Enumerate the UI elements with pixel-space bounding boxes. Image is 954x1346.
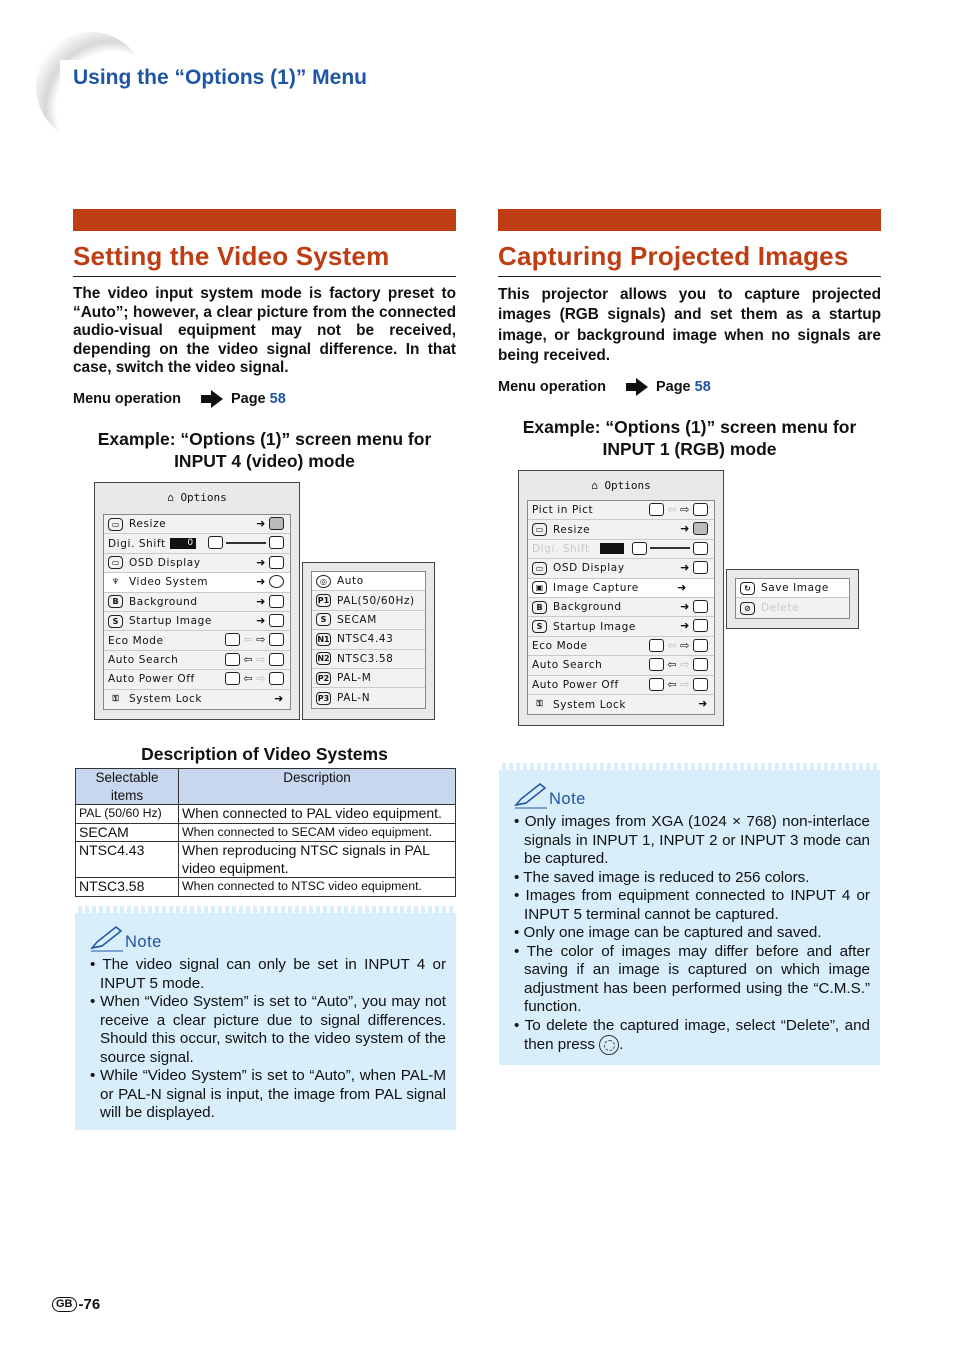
submenu-item-auto[interactable]: ◎ Auto: [312, 572, 425, 591]
right-column: [498, 209, 881, 460]
image-capture-submenu: [726, 569, 859, 629]
osd-options-menu-video: [94, 482, 300, 720]
section-title-capturing: Capturing Projected Images: [498, 241, 881, 277]
table-row: SECAM When connected to SECAM video equipment.: [76, 823, 456, 842]
note-item: • Only images from XGA (1024 × 768) non-interlace signals in INPUT 1, INPUT 2 or INPUT 3 mode can be captured.: [513, 813, 870, 869]
menu-item-background[interactable]: B Background ➜: [528, 598, 714, 617]
options-icon: ⌂: [591, 479, 605, 492]
menu-item-system-lock[interactable]: ⚿ System Lock ➜: [104, 690, 290, 709]
note-heading: Note: [513, 781, 870, 809]
osd-options-menu-rgb: [518, 470, 724, 726]
page-label: Page: [655, 379, 691, 396]
menu-item-eco-mode[interactable]: Eco Mode ⇦ ⇨: [104, 631, 290, 650]
startup-icon: S: [108, 615, 123, 628]
example-caption: Example: “Options (1)” screen menu for INPUT 1 (RGB) mode: [522, 417, 857, 460]
startup-icon: S: [532, 620, 547, 633]
save-icon: ↻: [740, 582, 755, 595]
submenu-item-pal-m[interactable]: P2 PAL-M: [312, 669, 425, 688]
display-icon: ▭: [108, 556, 123, 569]
submenu-item-secam[interactable]: S SECAM: [312, 611, 425, 630]
submenu-item-delete: ⊘ Delete: [736, 598, 849, 617]
auto-icon: ◎: [316, 575, 331, 588]
menu-item-digi-shift: Digi. Shift: [528, 540, 714, 559]
display-icon: ▭: [532, 562, 547, 575]
example-caption: Example: “Options (1)” screen menu for INPUT 4 (video) mode: [97, 428, 432, 471]
lock-icon: ⚿: [536, 699, 543, 709]
video-systems-table: [75, 768, 456, 897]
page-number: -76: [78, 1296, 101, 1313]
submenu-item-pal-n[interactable]: P3 PAL-N: [317, 692, 371, 705]
options-icon: ⌂: [167, 491, 181, 504]
note-item: • While “Video System” is set to “Auto”, when PAL-M or PAL-N signal is input, the image from PAL signal will be displayed.: [89, 1067, 446, 1123]
table-header: Selectable items: [76, 769, 179, 805]
capture-icon: ▣: [532, 581, 547, 594]
osd-menu-title: ⌂ Options: [167, 491, 227, 504]
note-box-right: [499, 763, 880, 1065]
note-item: • When “Video System” is set to “Auto”, you may not receive a clear picture due to signal differences. Should this occur, switch to the video system of the source signal.: [89, 993, 446, 1067]
video-system-submenu: [302, 562, 435, 720]
section-title-video-system: Setting the Video System: [73, 241, 456, 277]
page-link[interactable]: 58: [694, 379, 711, 396]
antenna-icon: ♆: [111, 576, 120, 586]
note-item: • Images from equipment connected to INPUT 4 or INPUT 5 terminal cannot be captured.: [513, 887, 870, 924]
menu-operation-ref: [73, 390, 456, 408]
lock-icon: ⚿: [112, 693, 119, 703]
menu-item-osd-display[interactable]: ▭ OSD Display ➜: [104, 554, 290, 573]
menu-item-background[interactable]: B Background ➜: [104, 593, 290, 612]
menu-operation-label: Menu operation: [73, 390, 181, 407]
delete-icon: ⊘: [740, 602, 755, 615]
note-item: • To delete the captured image, select “Delete”, and then press .: [513, 1017, 870, 1056]
page-label: Page: [230, 390, 266, 407]
menu-item-osd-display[interactable]: ▭ OSD Display ➜: [528, 559, 714, 578]
note-item: • The video signal can only be set in INPUT 4 or INPUT 5 mode.: [89, 956, 446, 993]
osd-menu-title: ⌂ Options: [591, 479, 651, 492]
section-bar: [73, 209, 456, 231]
menu-operation-label: Menu operation: [498, 379, 606, 396]
pencil-note-icon: [89, 924, 125, 952]
table-row: NTSC4.43 When reproducing NTSC signals in PAL video equipment.: [76, 842, 456, 878]
menu-item-video-system[interactable]: ♆ Video System ➜: [104, 573, 290, 592]
resize-icon: ▭: [532, 523, 547, 536]
note-box-left: [75, 906, 456, 1130]
note-item: • Only one image can be captured and saved.: [513, 924, 870, 943]
arrow-right-icon: [636, 378, 648, 396]
menu-item-startup-image[interactable]: S Startup Image ➜: [104, 612, 290, 631]
section-bar: [498, 209, 881, 231]
note-heading: Note: [89, 924, 446, 952]
menu-item-auto-search[interactable]: Auto Search ⇦ ⇨: [104, 651, 290, 670]
menu-item-image-capture[interactable]: ▣ Image Capture ➜: [528, 579, 714, 598]
menu-item-auto-power-off[interactable]: Auto Power Off ⇦ ⇨: [528, 676, 714, 695]
note-item: • The color of images may differ before and after saving if an image is captured on which image adjustment has been performed using the “C.M.S.” function.: [513, 943, 870, 1017]
running-head: Using the “Options (1)” Menu: [73, 66, 367, 89]
background-icon: B: [108, 595, 123, 608]
note-item: • The saved image is reduced to 256 colors.: [513, 869, 870, 888]
submenu-item-save-image[interactable]: ↻ Save Image: [736, 579, 849, 598]
table-title: Description of Video Systems: [141, 744, 388, 764]
left-column: [73, 209, 456, 472]
region-badge: GB: [52, 1297, 77, 1312]
background-icon: B: [532, 601, 547, 614]
resize-icon: ▭: [108, 518, 123, 531]
arrow-right-icon: [211, 390, 223, 408]
page-link[interactable]: 58: [269, 390, 286, 407]
intro-text: The video input system mode is factory preset to “Auto”; however, a clear picture from the connected audio-visual equipment may not be received, depending on the video signal difference. In that case, switch the video signal.: [73, 285, 456, 376]
menu-item-system-lock[interactable]: ⚿ System Lock ➜: [528, 695, 714, 714]
submenu-item-ntsc358[interactable]: N2 NTSC3.58: [312, 650, 425, 669]
page-footer: [52, 1296, 100, 1313]
menu-item-startup-image[interactable]: S Startup Image ➜: [528, 617, 714, 636]
menu-item-auto-power-off[interactable]: Auto Power Off ⇦ ⇨: [104, 670, 290, 689]
intro-text: This projector allows you to capture projected images (RGB signals) and set them as a startup image, or background image when no signals are being received.: [498, 286, 881, 364]
menu-item-resize[interactable]: ▭ Resize ➜: [528, 520, 714, 539]
menu-item-pict-in-pict[interactable]: Pict in Pict ⇦ ⇨: [528, 501, 714, 520]
menu-item-resize[interactable]: ▭ Resize ➜: [104, 515, 290, 534]
pencil-note-icon: [513, 781, 549, 809]
table-row: NTSC3.58 When connected to NTSC video equipment.: [76, 878, 456, 897]
menu-item-digi-shift[interactable]: Digi. Shift 0: [104, 534, 290, 553]
submenu-item-ntsc443[interactable]: N1 NTSC4.43: [312, 630, 425, 649]
table-row: PAL (50/60 Hz) When connected to PAL video equipment.: [76, 805, 456, 824]
enter-button-icon: [599, 1035, 619, 1055]
table-header: Description: [179, 769, 456, 805]
menu-item-eco-mode[interactable]: Eco Mode ⇦ ⇨: [528, 637, 714, 656]
menu-operation-ref: [498, 378, 881, 396]
menu-item-auto-search[interactable]: Auto Search ⇦ ⇨: [528, 656, 714, 675]
submenu-item-pal[interactable]: P1 PAL(50/60Hz): [312, 591, 425, 610]
